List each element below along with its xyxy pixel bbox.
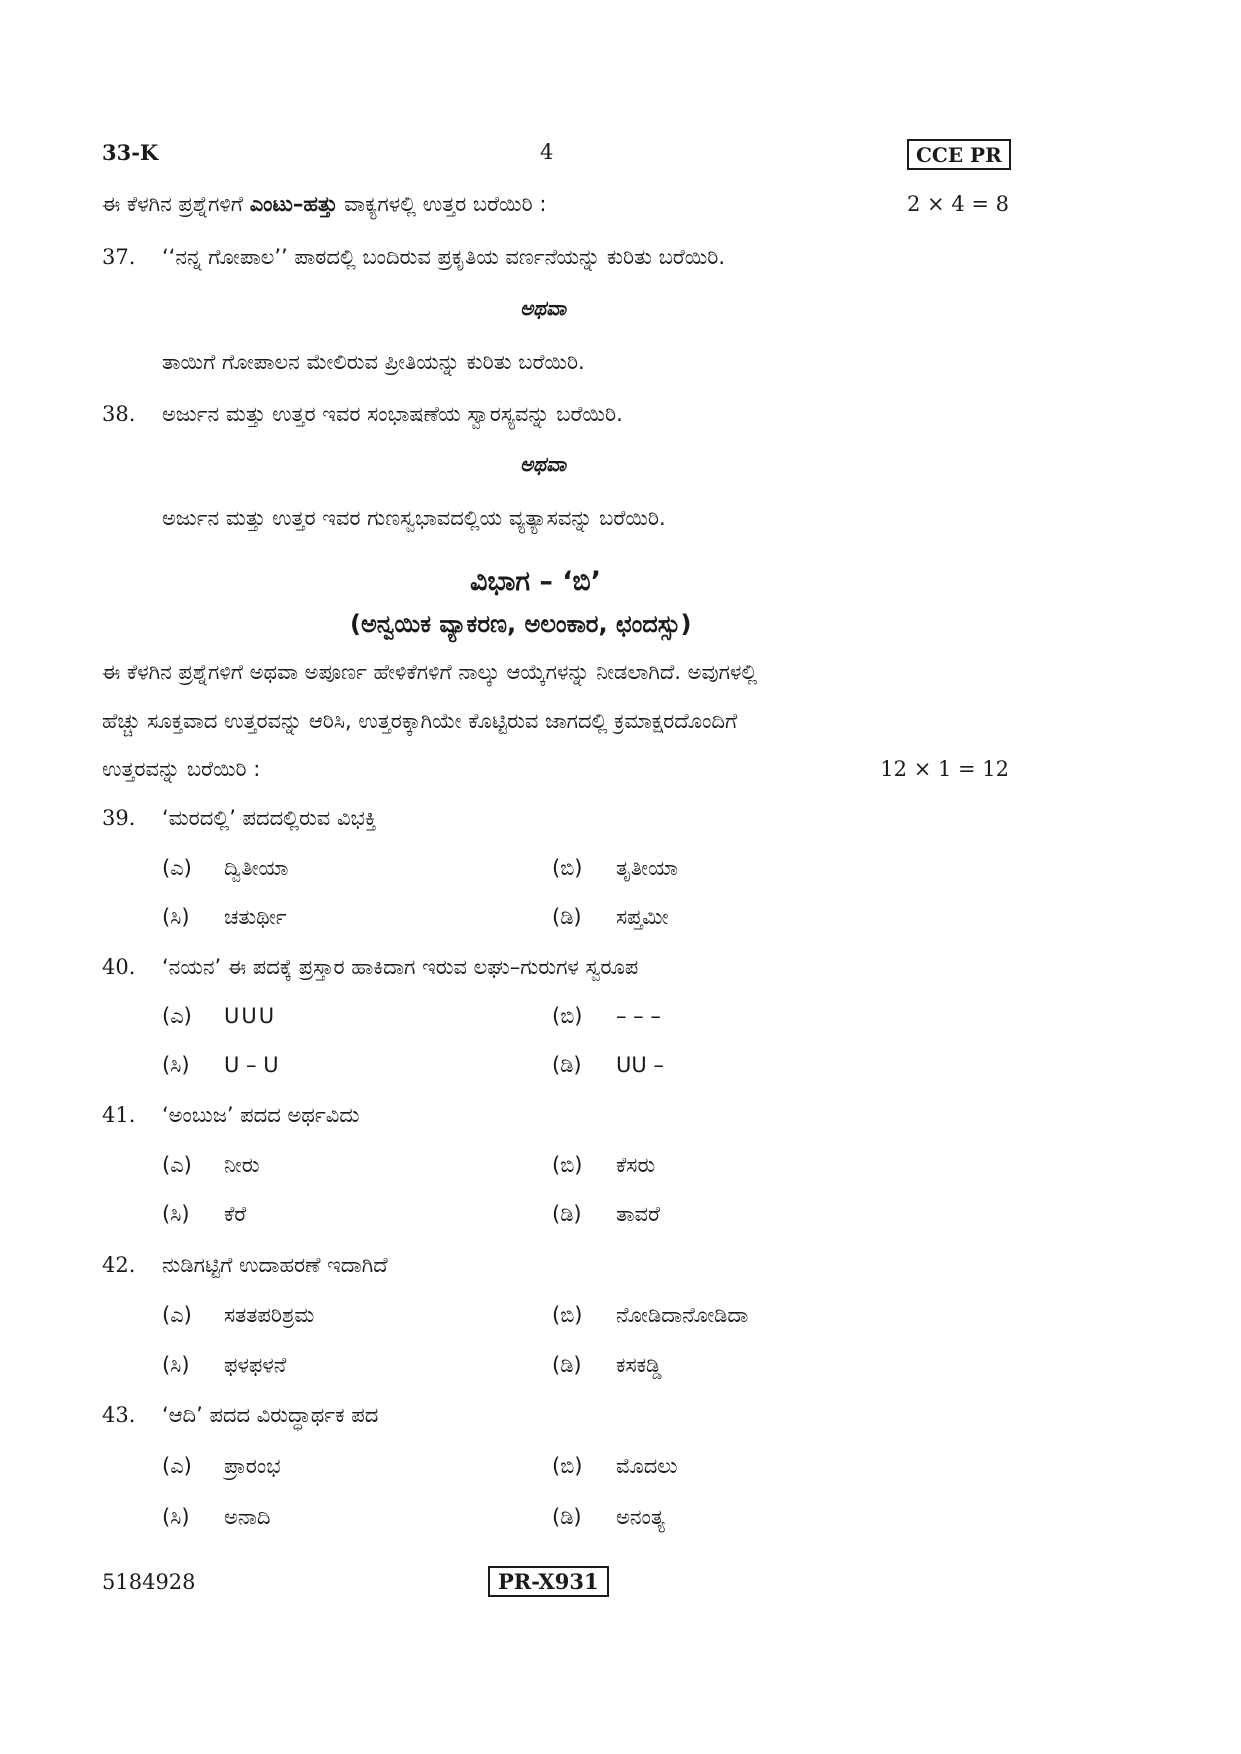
section-subtitle: (ಅನ್ವಯಿಕ ವ್ಯಾಕರಣ, ಅಲಂಕಾರ, ಛಂದಸ್ಸು) [350,610,692,638]
option-text: ತಾವರೆ [616,1202,660,1226]
option-label: (ಡಿ) [552,1353,582,1377]
question-number: 37. [102,245,136,269]
option-text: ಅನಂತ್ಯ [616,1505,665,1529]
option-text: ಚತುರ್ಥೀ [224,905,287,929]
question-text: ‘ನಯನ’ ಈ ಪದಕ್ಕೆ ಪ್ರಸ್ತಾರ ಹಾಕಿದಾಗ ಇರುವ ಲಘು–ಗುರುಗಳ ಸ್ವರೂಪ [162,955,639,979]
option-text: ತೃತೀಯಾ [616,856,679,880]
option-label: (ಡಿ) [552,1202,582,1226]
option-label: (ಸಿ) [162,905,190,929]
option-label: (ಡಿ) [552,1505,582,1529]
question-number: 38. [102,402,136,426]
option-label: (ಡಿ) [552,1053,582,1077]
option-text: ನೀರು [224,1153,260,1177]
option-text: UUU [224,1004,277,1028]
paper-code: 33-K [102,140,159,165]
footer-serial: 5184928 [102,1570,196,1594]
cce-badge: CCE PR [907,139,1011,170]
option-text: U – U [224,1053,279,1077]
question-number: 41. [102,1103,136,1127]
question-alt-text: ಅರ್ಜುನ ಮತ್ತು ಉತ್ತರ ಇವರ ಗುಣಸ್ವಭಾವದಲ್ಲಿಯ ವ್ಯತ್ಯಾಸವನ್ನು ಬರೆಯಿರಿ. [162,506,666,530]
option-label: (ಬಿ) [552,1153,583,1177]
question-alt-text: ತಾಯಿಗೆ ಗೋಪಾಲನ ಮೇಲಿರುವ ಪ್ರೀತಿಯನ್ನು ಕುರಿತು ಬರೆಯಿರಿ. [162,350,585,374]
mcq-instruction-line: ಉತ್ತರವನ್ನು ಬರೆಯಿರಿ : [102,757,261,781]
question-number: 39. [102,806,136,830]
option-label: (ಬಿ) [552,1303,583,1327]
option-text: ಫಳಫಳನೆ [224,1353,287,1377]
question-text: ನುಡಿಗಟ್ಟಿಗೆ ಉದಾಹರಣೆ ಇದಾಗಿದೆ [162,1253,388,1277]
question-number: 40. [102,955,136,979]
question-number: 42. [102,1253,136,1277]
option-text: – – – [616,1004,661,1028]
mcq-instruction-line: ಈ ಕೆಳಗಿನ ಪ್ರಶ್ನೆಗಳಿಗೆ ಅಥವಾ ಅಪೂರ್ಣ ಹೇಳಿಕೆಗಳಿಗೆ ನಾಲ್ಕು ಆಯ್ಕೆಗಳನ್ನು ನೀಡಲಾಗಿದೆ. ಅವುಗಳಲ್ಲಿ [102,660,758,684]
footer-code-badge: PR-X931 [488,1566,609,1597]
question-number: 43. [102,1403,136,1427]
option-text: UU – [616,1053,664,1077]
instruction-text-post: ವಾಕ್ಯಗಳಲ್ಲಿ ಉತ್ತರ ಬರೆಯಿರಿ : [337,192,547,216]
option-label: (ಎ) [162,1153,192,1177]
mcq-marks: 12 × 1 = 12 [880,757,1009,781]
question-text: ‘ಆದಿ’ ಪದದ ವಿರುದ್ಧಾರ್ಥಕ ಪದ [162,1403,379,1427]
option-label: (ಬಿ) [552,1004,583,1028]
question-text: ‘ಮರದಲ್ಲಿ’ ಪದದಲ್ಲಿರುವ ವಿಭಕ್ತಿ [162,806,377,830]
option-label: (ಎ) [162,1004,192,1028]
option-text: ಕೆರೆ [224,1202,247,1226]
option-label: (ಬಿ) [552,1454,583,1478]
instruction-text-bold: ಎಂಟು–ಹತ್ತು [249,192,338,216]
page-number: 4 [540,140,554,164]
option-label: (ಬಿ) [552,856,583,880]
or-label: ಅಥವಾ [520,296,566,320]
option-text: ಸತತಪರಿಶ್ರಮ [224,1303,315,1327]
option-text: ಕಸಕಡ್ಡಿ [616,1353,662,1377]
option-text: ಸಪ್ತಮೀ [616,905,669,929]
option-label: (ಡಿ) [552,905,582,929]
option-label: (ಸಿ) [162,1202,190,1226]
option-text: ಪ್ರಾರಂಭ [224,1454,281,1478]
question-text: ಅರ್ಜುನ ಮತ್ತು ಉತ್ತರ ಇವರ ಸಂಭಾಷಣೆಯ ಸ್ವಾರಸ್ಯವನ್ನು ಬರೆಯಿರಿ. [162,402,623,426]
option-text: ಮೊದಲು [616,1454,678,1478]
long-answer-marks: 2 × 4 = 8 [907,192,1009,216]
option-text: ದ್ವಿತೀಯಾ [224,856,289,880]
option-text: ನೋಡಿದಾನೋಡಿದಾ [616,1303,749,1327]
question-text: ‘‘ನನ್ನ ಗೋಪಾಲ’’ ಪಾಠದಲ್ಲಿ ಬಂದಿರುವ ಪ್ರಕೃತಿಯ ವರ್ಣನೆಯನ್ನು ಕುರಿತು ಬರೆಯಿರಿ. [162,245,726,269]
mcq-instruction-line: ಹೆಚ್ಚು ಸೂಕ್ತವಾದ ಉತ್ತರವನ್ನು ಆರಿಸಿ, ಉತ್ತರಕ್ಕಾಗಿಯೇ ಕೊಟ್ಟಿರುವ ಜಾಗದಲ್ಲಿ ಕ್ರಮಾಕ್ಷರದೊಂದಿಗೆ [102,709,738,733]
option-label: (ಎ) [162,1303,192,1327]
option-label: (ಸಿ) [162,1353,190,1377]
question-text: ‘ಅಂಬುಜ’ ಪದದ ಅರ್ಥವಿದು [162,1103,360,1127]
long-answer-instruction [102,192,546,217]
option-label: (ಸಿ) [162,1505,190,1529]
option-text: ಅನಾದಿ [224,1505,271,1529]
instruction-text-pre: ಈ ಕೆಳಗಿನ ಪ್ರಶ್ನೆಗಳಿಗೆ [102,192,250,216]
option-label: (ಎ) [162,856,192,880]
section-title: ವಿಭಾಗ – ‘ಬಿ’ [470,566,601,597]
option-text: ಕೆಸರು [616,1153,656,1177]
option-label: (ಎ) [162,1454,192,1478]
option-label: (ಸಿ) [162,1053,190,1077]
or-label: ಅಥವಾ [520,452,566,476]
